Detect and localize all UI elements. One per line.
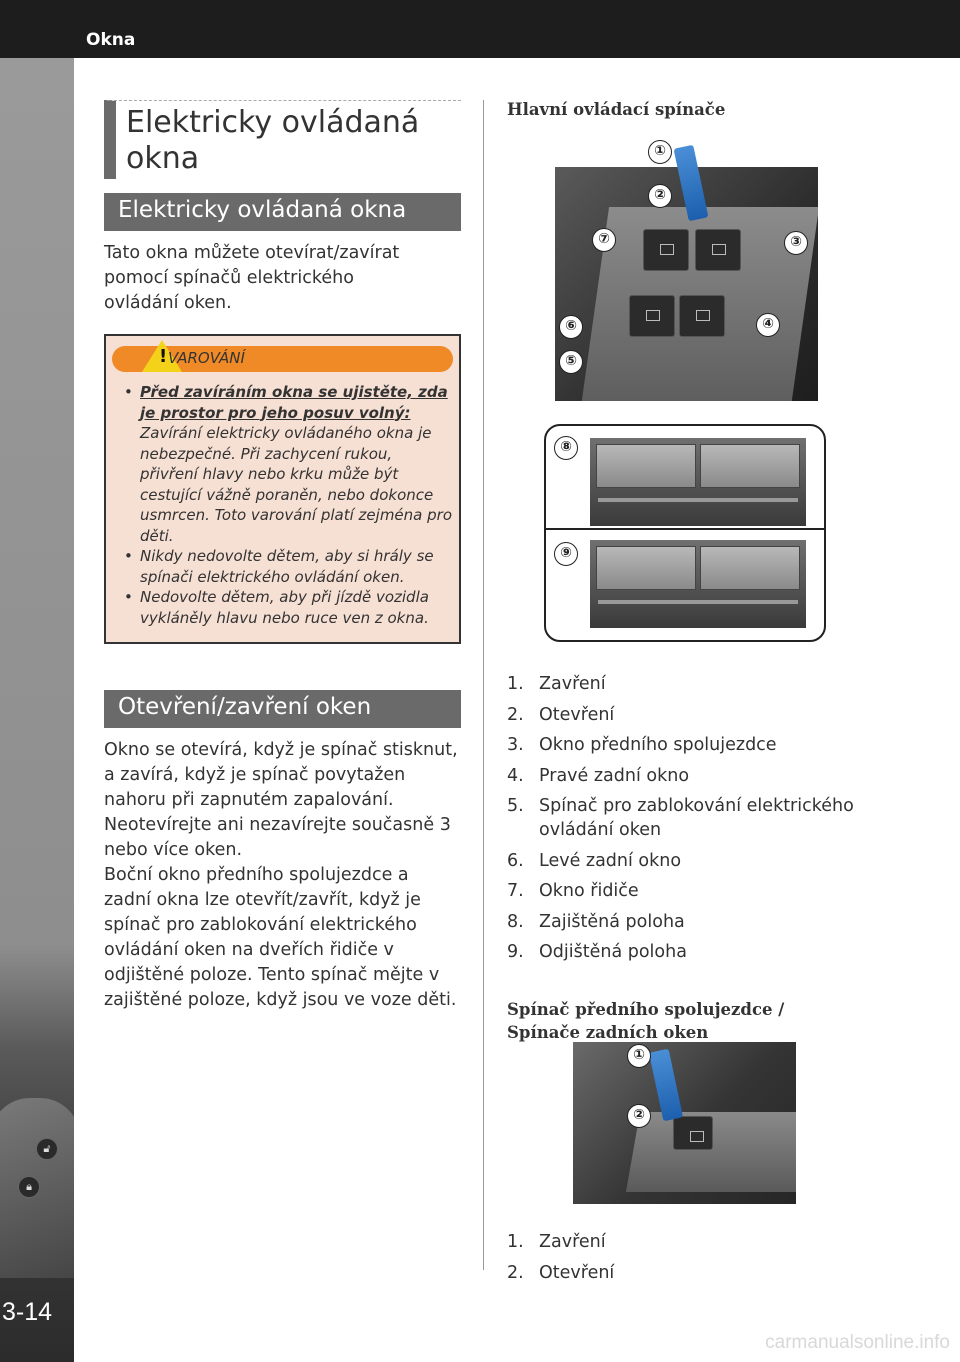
lock-switch-detail <box>544 424 826 642</box>
callout-4: ④ <box>756 313 780 337</box>
passenger-window-switch <box>695 229 741 271</box>
main-switches-heading: Hlavní ovládací spínače <box>507 100 726 119</box>
page-header <box>0 0 960 58</box>
chapter-title: Okna <box>86 30 136 50</box>
secondary-heading-line-2: Spínače zadních oken <box>507 1023 709 1042</box>
warning-item-text: Nedovolte dětem, aby při jízdě vozidla vykláněly hlavu nebo ruce ven z okna. <box>140 588 429 627</box>
warning-list <box>124 382 453 628</box>
secondary-switches-legend <box>507 1230 927 1285</box>
list-item: 3. Okno předního spolujezdce <box>507 735 777 755</box>
page-title: Elektricky ovládaná okna <box>126 105 420 176</box>
warning-item <box>124 382 453 546</box>
warning-item-emphasis: Před zavíráním okna se ujistěte, zda je prostor pro jeho posuv volný: <box>140 383 448 422</box>
list-item: 2. Otevření <box>507 1262 615 1283</box>
watermark: carmanualsonline.info <box>765 1332 950 1353</box>
page-number: 3-14 <box>2 1298 53 1326</box>
section-heading-open-close: Otevření/zavření oken <box>104 690 461 728</box>
warning-item <box>124 587 453 628</box>
list-item: 6. Levé zadní okno <box>507 850 682 871</box>
intro-paragraph: Tato okna můžete otevírat/zavírat pomocí spínačů elektrického ovládání oken. <box>104 243 400 313</box>
callout-3: ③ <box>784 231 808 255</box>
main-switches-legend <box>507 672 927 964</box>
callout-6: ⑥ <box>559 315 583 339</box>
secondary-switches-heading <box>507 1000 927 1042</box>
rear-left-window-switch <box>629 295 675 337</box>
unlocked-position-image <box>590 540 806 628</box>
rear-right-window-switch <box>679 295 725 337</box>
list-item: 8. Zajištěná poloha <box>507 911 685 932</box>
open-close-paragraph-2: Boční okno předního spolujezdce a zadní okna lze otevřít/zavřít, když je spínač pro zablokování elektrického ovládání oken na dveřích řidiče v odjištěné poloze. Tento spínač mějte v zajištěné poloze, když jsou ve voze děti. <box>104 865 457 1010</box>
callout-2: ② <box>648 184 672 208</box>
list-item: 2. Otevření <box>507 704 615 725</box>
title-block <box>104 100 461 179</box>
passenger-window-switch <box>673 1116 713 1150</box>
callout-9: ⑨ <box>554 542 578 566</box>
left-column <box>104 100 461 1013</box>
secondary-heading-line-1: Spínač předního spolujezdce / <box>507 1000 785 1019</box>
list-item: 5. Spínač pro zablokování elektrického ovládání oken <box>507 796 854 840</box>
callout-5: ⑤ <box>559 350 583 374</box>
lock-icon: 🔒︎ <box>18 1176 40 1198</box>
unlock-icon: 🔓︎ <box>36 1138 58 1160</box>
warning-item-text: Nikdy nedovolte dětem, aby si hrály se spínači elektrického ovládání oken. <box>140 547 434 586</box>
callout-1: ① <box>648 140 672 164</box>
callout-2-small: ② <box>627 1104 651 1128</box>
detail-separator <box>546 528 824 530</box>
list-item: 9. Odjištěná poloha <box>507 942 687 962</box>
warning-item <box>124 546 453 587</box>
warning-header <box>112 346 453 372</box>
list-item: 4. Pravé zadní okno <box>507 765 690 786</box>
list-item: 7. Okno řidiče <box>507 881 639 901</box>
warning-box <box>104 334 461 644</box>
column-divider <box>483 100 484 1270</box>
warning-label: VAROVÁNÍ <box>168 349 245 367</box>
callout-8: ⑧ <box>554 436 578 460</box>
exclamation-icon: ! <box>159 346 168 367</box>
list-item: 1. Zavření <box>507 674 606 694</box>
callout-1-small: ① <box>627 1044 651 1068</box>
passenger-switch-image <box>573 1042 796 1204</box>
side-photo-strip <box>0 58 74 1362</box>
locked-position-image <box>590 438 806 526</box>
open-close-paragraph-1: Okno se otevírá, když je spínač stisknut, a zavírá, když je spínač povytažen nahoru při zapnutém zapalování. Neotevírejte ani nezavírejte současně 3 nebo více oken. <box>104 740 458 860</box>
section-heading-power-windows: Elektricky ovládaná okna <box>104 193 461 231</box>
list-item: 1. Zavření <box>507 1232 606 1252</box>
driver-window-switch <box>643 229 689 271</box>
warning-item-text: Zavírání elektricky ovládaného okna je nebezpečné. Při zachycení rukou, přivření hlavy nebo krku může být cestující vážně poraněn, nebo dokonce usmrcen. Toto varování platí zejména pro děti. <box>140 424 452 545</box>
callout-7: ⑦ <box>592 228 616 252</box>
